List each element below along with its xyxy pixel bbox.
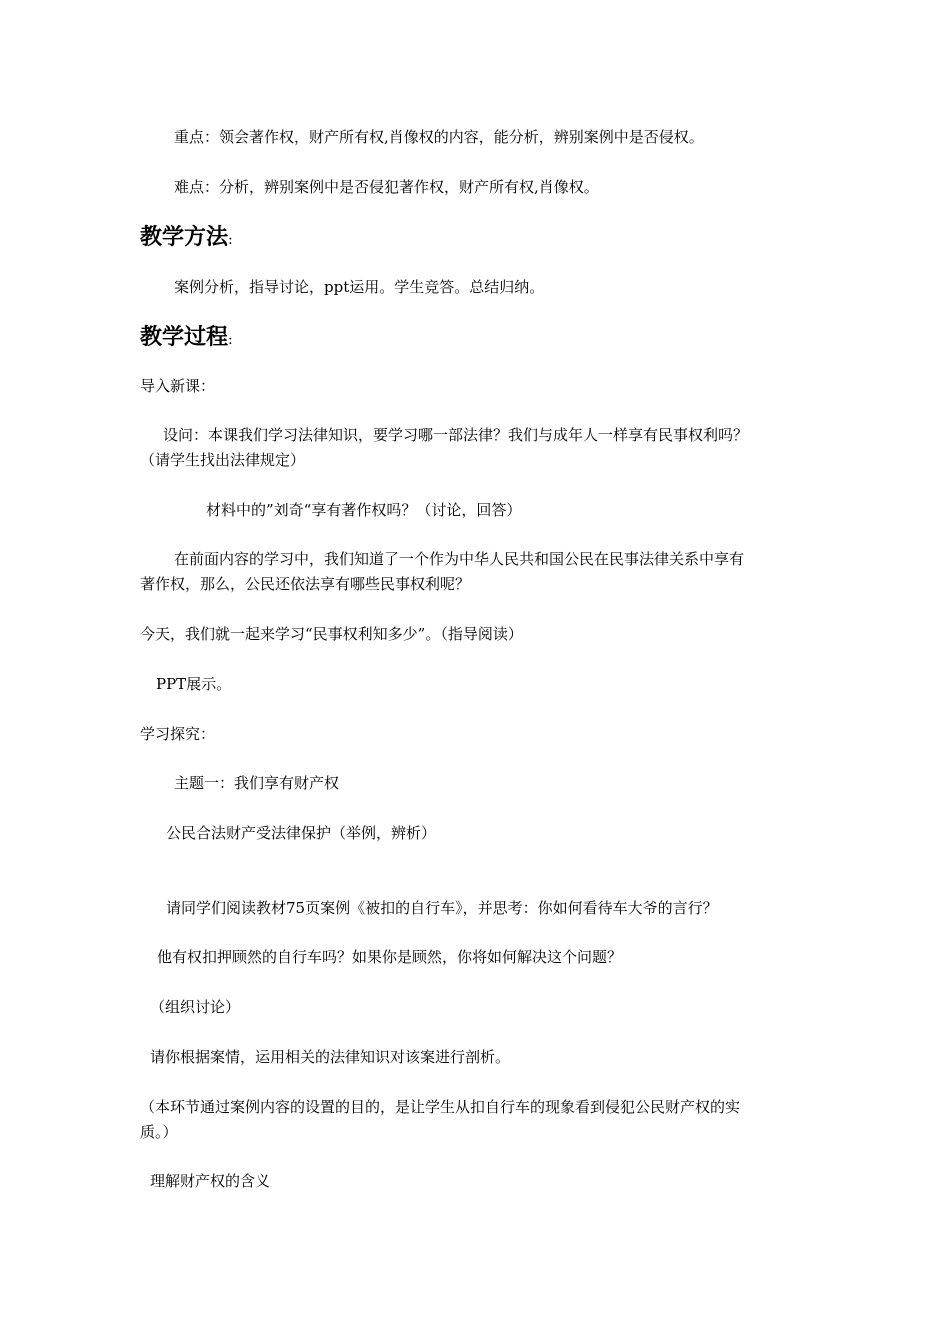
right-question-line: 他有权扣押顾然的自行车吗？如果你是顾然，你将如何解决这个问题？ (157, 948, 623, 966)
purpose-line-1: （本环节通过案例内容的设置的目的，是让学生从扣自行车的现象看到侵犯公民财产权的实 (140, 1098, 741, 1116)
intro-label: 导入新课： (140, 377, 216, 395)
key-point-text: 重点：领会著作权，财产所有权,肖像权的内容，能分析，辨别案例中是否侵权。 (174, 128, 704, 146)
theme-one: 主题一：我们享有财产权 (174, 774, 340, 792)
material-question: 材料中的”刘奇“享有著作权吗？（讨论，回答） (206, 501, 522, 519)
explore-label: 学习探究： (140, 725, 216, 743)
methods-heading-colon: : (228, 232, 233, 248)
read-case-line: 请同学们阅读教材75页案例《被扣的自行车》，并思考：你如何看待车大爷的言行？ (166, 899, 718, 917)
protect-line: 公民合法财产受法律保护（举例，辨析） (166, 824, 437, 842)
ppt-line: PPT展示。 (156, 675, 232, 693)
question-line-2: （请学生找出法律规定） (140, 451, 306, 469)
understand-line: 理解财产权的含义 (150, 1172, 271, 1190)
process-heading (140, 322, 233, 355)
previous-line-1: 在前面内容的学习中，我们知道了一个作为中华人民共和国公民在民事法律关系中享有 (174, 550, 745, 568)
today-line: 今天，我们就一起来学习“民事权利知多少”。（指导阅读） (140, 625, 523, 643)
analyze-line: 请你根据案情，运用相关的法律知识对该案进行剖析。 (150, 1048, 511, 1066)
process-heading-colon: : (228, 332, 233, 348)
discussion-line: （组织讨论） (150, 998, 241, 1016)
process-heading-text: 教学过程 (140, 324, 229, 350)
previous-line-2: 著作权，那么，公民还依法享有哪些民事权利呢？ (140, 575, 471, 593)
question-line-1: 设问：本课我们学习法律知识，要学习哪一部法律？我们与成年人一样享有民事权利吗？ (163, 426, 749, 444)
purpose-line-2: 质。） (140, 1123, 178, 1141)
methods-text: 案例分析，指导讨论，ppt运用。学生竞答。总结归纳。 (174, 278, 545, 296)
methods-heading (140, 222, 233, 255)
methods-heading-text: 教学方法 (140, 224, 229, 250)
difficult-point-text: 难点：分析，辨别案例中是否侵犯著作权，财产所有权,肖像权。 (174, 178, 599, 196)
